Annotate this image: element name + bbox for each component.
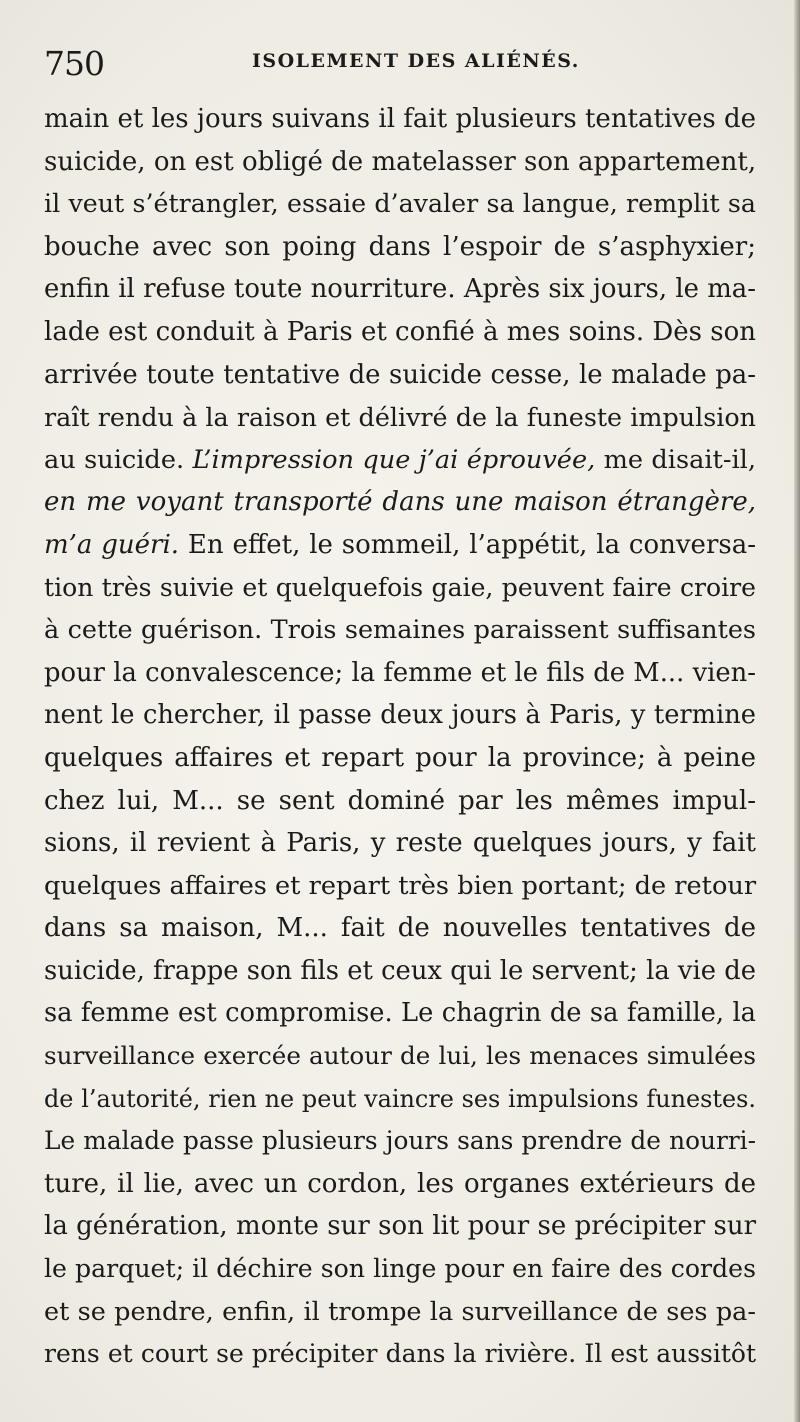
text-line-mixed xyxy=(44,524,756,567)
text-line: et se pendre, enfin, il trompe la surveillance de ses pa- xyxy=(44,1296,756,1327)
text-line: rens et court se précipiter dans la rivière. Il est aussitôt xyxy=(44,1339,756,1369)
text-segment: me disait-il, xyxy=(595,444,756,475)
text-line: ture, il lie, avec un cordon, les organes extérieurs de xyxy=(44,1168,756,1199)
italic-quote: L’impression que j’ai éprouvée, xyxy=(192,444,596,475)
text-line: enfin il refuse toute nourriture. Après six jours, le ma- xyxy=(44,274,756,305)
text-line: pour la convalescence; la femme et le fils de M... vien- xyxy=(44,657,756,688)
italic-quote: m’a guéri. xyxy=(44,529,180,560)
text-line: sa femme est compromise. Le chagrin de sa famille, la xyxy=(44,998,756,1029)
text-line: il veut s’étrangler, essaie d’avaler sa langue, remplit sa xyxy=(44,189,756,219)
page-edge-shadow xyxy=(794,0,800,1422)
text-line: surveillance exercée autour de lui, les menaces simulées xyxy=(44,1041,756,1071)
text-line: de l’autorité, rien ne peut vaincre ses impulsions funestes. xyxy=(44,1084,756,1113)
page-header xyxy=(44,44,754,84)
text-segment: En effet, le sommeil, l’appétit, la conversa- xyxy=(179,529,757,560)
running-title: ISOLEMENT DES ALIÉNÉS. xyxy=(252,50,580,72)
text-segment: au suicide. xyxy=(44,444,193,475)
text-line: sions, il revient à Paris, y reste quelques jours, y fait xyxy=(44,828,756,859)
text-line: lade est conduit à Paris et confié à mes soins. Dès son xyxy=(44,316,756,347)
body-text xyxy=(44,98,756,1376)
text-line: Le malade passe plusieurs jours sans prendre de nourri- xyxy=(44,1126,756,1156)
text-line: raît rendu à la raison et délivré de la funeste impulsion xyxy=(44,402,756,433)
text-line-mixed xyxy=(44,439,756,482)
text-line: quelques affaires et repart pour la province; à peine xyxy=(44,742,756,773)
text-line: quelques affaires et repart très bien portant; de retour xyxy=(44,870,757,901)
text-line: tion très suivie et quelquefois gaie, peuvent faire croire xyxy=(44,572,756,602)
text-line: nent le chercher, il passe deux jours à Paris, y termine xyxy=(44,700,756,731)
text-line: suicide, frappe son fils et ceux qui le servent; la vie de xyxy=(44,955,756,986)
text-line: bouche avec son poing dans l’espoir de s’asphyxier; xyxy=(44,231,756,262)
italic-quote-line: en me voyant transporté dans une maison étrangère, xyxy=(44,487,756,518)
text-line: main et les jours suivans il fait plusieurs tentatives de xyxy=(44,104,756,134)
text-line: le parquet; il déchire son linge pour en faire des cordes xyxy=(44,1254,756,1284)
text-line: à cette guérison. Trois semaines paraissent suffisantes xyxy=(44,615,756,646)
text-line: suicide, on est obligé de matelasser son appartement, xyxy=(44,146,757,177)
page-number: 750 xyxy=(44,44,104,83)
text-line: dans sa maison, M... fait de nouvelles tentatives de xyxy=(44,913,756,944)
text-line: la génération, monte sur son lit pour se précipiter sur xyxy=(44,1211,756,1242)
text-line: arrivée toute tentative de suicide cesse, le malade pa- xyxy=(44,359,756,390)
text-line: chez lui, M... se sent dominé par les mêmes impul- xyxy=(44,785,756,816)
